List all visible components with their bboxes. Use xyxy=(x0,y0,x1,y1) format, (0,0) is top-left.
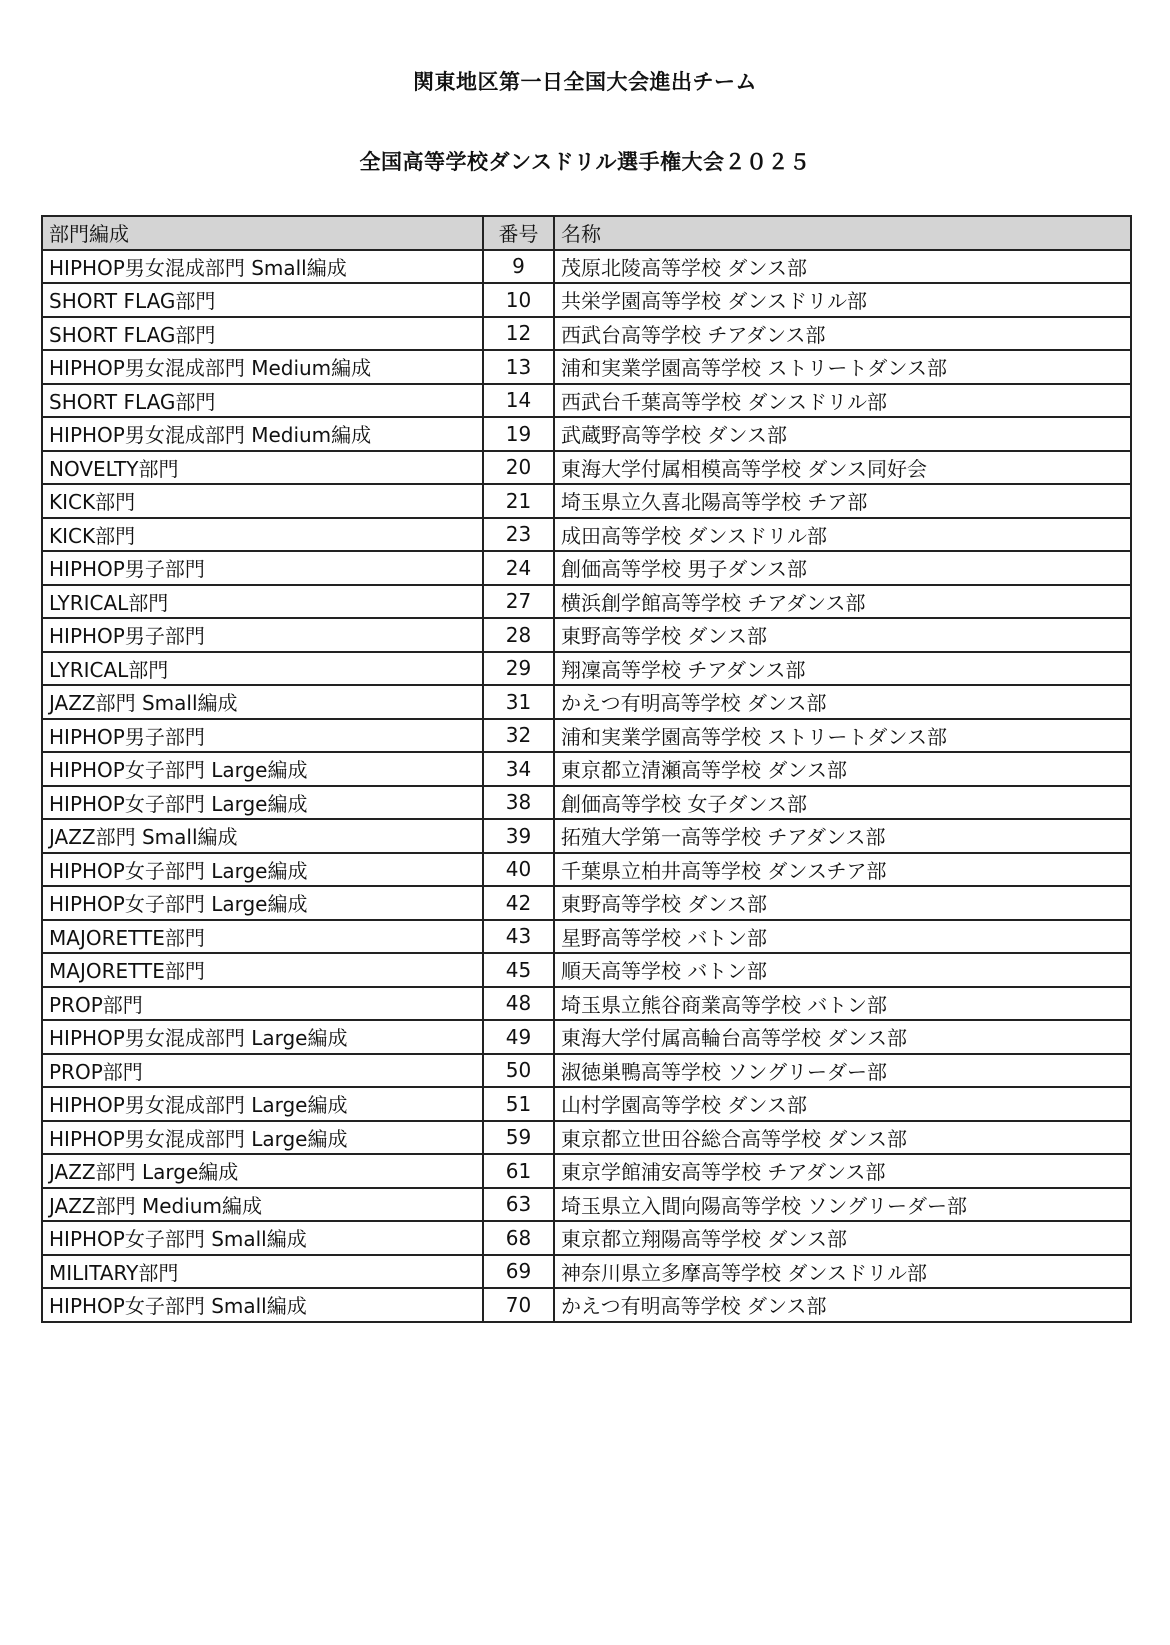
cell-number: 20 xyxy=(483,451,554,485)
cell-division: HIPHOP男子部門 xyxy=(42,551,483,585)
cell-name: 西武台高等学校 チアダンス部 xyxy=(554,317,1131,351)
cell-number: 51 xyxy=(483,1087,554,1121)
cell-division: HIPHOP男女混成部門 Large編成 xyxy=(42,1087,483,1121)
cell-number: 59 xyxy=(483,1121,554,1155)
cell-number: 39 xyxy=(483,819,554,853)
cell-number: 61 xyxy=(483,1154,554,1188)
cell-number: 13 xyxy=(483,350,554,384)
table-row xyxy=(42,1121,1131,1155)
cell-division: SHORT FLAG部門 xyxy=(42,384,483,418)
cell-division: HIPHOP女子部門 Small編成 xyxy=(42,1221,483,1255)
cell-name: 東京都立清瀬高等学校 ダンス部 xyxy=(554,752,1131,786)
header-division: 部門編成 xyxy=(42,216,483,250)
cell-division: JAZZ部門 Medium編成 xyxy=(42,1188,483,1222)
cell-name: 浦和実業学園高等学校 ストリートダンス部 xyxy=(554,719,1131,753)
cell-number: 45 xyxy=(483,953,554,987)
cell-division: MAJORETTE部門 xyxy=(42,953,483,987)
table-row xyxy=(42,451,1131,485)
table-row xyxy=(42,518,1131,552)
table-row xyxy=(42,1020,1131,1054)
cell-number: 12 xyxy=(483,317,554,351)
cell-name: 浦和実業学園高等学校 ストリートダンス部 xyxy=(554,350,1131,384)
cell-number: 14 xyxy=(483,384,554,418)
cell-name: 埼玉県立入間向陽高等学校 ソングリーダー部 xyxy=(554,1188,1131,1222)
cell-division: HIPHOP女子部門 Large編成 xyxy=(42,886,483,920)
cell-name: 拓殖大学第一高等学校 チアダンス部 xyxy=(554,819,1131,853)
cell-name: 武蔵野高等学校 ダンス部 xyxy=(554,417,1131,451)
header-number: 番号 xyxy=(483,216,554,250)
cell-division: HIPHOP女子部門 Small編成 xyxy=(42,1288,483,1322)
cell-division: SHORT FLAG部門 xyxy=(42,283,483,317)
cell-number: 27 xyxy=(483,585,554,619)
cell-number: 10 xyxy=(483,283,554,317)
table-row xyxy=(42,1288,1131,1322)
table-header xyxy=(42,216,1131,250)
table-row xyxy=(42,1087,1131,1121)
table-row xyxy=(42,886,1131,920)
table-row xyxy=(42,987,1131,1021)
cell-number: 32 xyxy=(483,719,554,753)
cell-number: 42 xyxy=(483,886,554,920)
table-row xyxy=(42,719,1131,753)
header-name: 名称 xyxy=(554,216,1131,250)
cell-division: JAZZ部門 Small編成 xyxy=(42,685,483,719)
cell-number: 28 xyxy=(483,618,554,652)
cell-number: 69 xyxy=(483,1255,554,1289)
cell-division: PROP部門 xyxy=(42,987,483,1021)
cell-number: 38 xyxy=(483,786,554,820)
cell-name: 創価高等学校 男子ダンス部 xyxy=(554,551,1131,585)
cell-name: 創価高等学校 女子ダンス部 xyxy=(554,786,1131,820)
cell-name: 東京都立翔陽高等学校 ダンス部 xyxy=(554,1221,1131,1255)
cell-name: 成田高等学校 ダンスドリル部 xyxy=(554,518,1131,552)
cell-number: 23 xyxy=(483,518,554,552)
cell-name: 横浜創学館高等学校 チアダンス部 xyxy=(554,585,1131,619)
cell-number: 48 xyxy=(483,987,554,1021)
cell-name: かえつ有明高等学校 ダンス部 xyxy=(554,1288,1131,1322)
cell-division: HIPHOP男子部門 xyxy=(42,618,483,652)
cell-division: HIPHOP女子部門 Large編成 xyxy=(42,786,483,820)
table-row xyxy=(42,1054,1131,1088)
cell-division: HIPHOP女子部門 Large編成 xyxy=(42,853,483,887)
cell-name: 西武台千葉高等学校 ダンスドリル部 xyxy=(554,384,1131,418)
table-row xyxy=(42,752,1131,786)
table-row xyxy=(42,920,1131,954)
table-row xyxy=(42,1255,1131,1289)
cell-division: HIPHOP男女混成部門 Small編成 xyxy=(42,250,483,284)
cell-division: NOVELTY部門 xyxy=(42,451,483,485)
cell-division: SHORT FLAG部門 xyxy=(42,317,483,351)
cell-number: 50 xyxy=(483,1054,554,1088)
cell-name: 淑徳巣鴨高等学校 ソングリーダー部 xyxy=(554,1054,1131,1088)
cell-division: HIPHOP男女混成部門 Large編成 xyxy=(42,1020,483,1054)
table-row xyxy=(42,250,1131,284)
cell-name: 埼玉県立熊谷商業高等学校 バトン部 xyxy=(554,987,1131,1021)
cell-name: 千葉県立柏井高等学校 ダンスチア部 xyxy=(554,853,1131,887)
table-row xyxy=(42,384,1131,418)
cell-number: 24 xyxy=(483,551,554,585)
table-row xyxy=(42,1188,1131,1222)
page-subtitle: 全国高等学校ダンスドリル選手権大会２０２５ xyxy=(359,150,811,174)
cell-division: MAJORETTE部門 xyxy=(42,920,483,954)
cell-name: 星野高等学校 バトン部 xyxy=(554,920,1131,954)
cell-number: 63 xyxy=(483,1188,554,1222)
cell-name: 東京学館浦安高等学校 チアダンス部 xyxy=(554,1154,1131,1188)
table-row xyxy=(42,551,1131,585)
cell-number: 21 xyxy=(483,484,554,518)
cell-number: 31 xyxy=(483,685,554,719)
table-row xyxy=(42,685,1131,719)
table-row xyxy=(42,953,1131,987)
table-row xyxy=(42,585,1131,619)
table-row xyxy=(42,618,1131,652)
cell-name: 東京都立世田谷総合高等学校 ダンス部 xyxy=(554,1121,1131,1155)
table-row xyxy=(42,786,1131,820)
cell-number: 19 xyxy=(483,417,554,451)
cell-division: HIPHOP男女混成部門 Medium編成 xyxy=(42,417,483,451)
table-row xyxy=(42,1221,1131,1255)
table-row xyxy=(42,350,1131,384)
cell-name: 東野高等学校 ダンス部 xyxy=(554,886,1131,920)
table-row xyxy=(42,484,1131,518)
cell-number: 9 xyxy=(483,250,554,284)
cell-division: JAZZ部門 Small編成 xyxy=(42,819,483,853)
cell-number: 29 xyxy=(483,652,554,686)
cell-number: 49 xyxy=(483,1020,554,1054)
cell-name: 東海大学付属相模高等学校 ダンス同好会 xyxy=(554,451,1131,485)
cell-name: 東海大学付属高輪台高等学校 ダンス部 xyxy=(554,1020,1131,1054)
cell-name: 順天高等学校 バトン部 xyxy=(554,953,1131,987)
cell-division: JAZZ部門 Large編成 xyxy=(42,1154,483,1188)
cell-name: 山村学園高等学校 ダンス部 xyxy=(554,1087,1131,1121)
cell-name: 神奈川県立多摩高等学校 ダンスドリル部 xyxy=(554,1255,1131,1289)
cell-name: 東野高等学校 ダンス部 xyxy=(554,618,1131,652)
table-row xyxy=(42,1154,1131,1188)
cell-name: 翔凜高等学校 チアダンス部 xyxy=(554,652,1131,686)
cell-number: 68 xyxy=(483,1221,554,1255)
cell-number: 70 xyxy=(483,1288,554,1322)
cell-division: LYRICAL部門 xyxy=(42,585,483,619)
table-row xyxy=(42,417,1131,451)
cell-name: 共栄学園高等学校 ダンスドリル部 xyxy=(554,283,1131,317)
results-table xyxy=(41,215,1132,1323)
cell-division: PROP部門 xyxy=(42,1054,483,1088)
cell-division: KICK部門 xyxy=(42,484,483,518)
cell-division: KICK部門 xyxy=(42,518,483,552)
table-row xyxy=(42,317,1131,351)
table-row xyxy=(42,853,1131,887)
page-title: 関東地区第一日全国大会進出チーム xyxy=(413,70,757,94)
cell-number: 34 xyxy=(483,752,554,786)
cell-division: LYRICAL部門 xyxy=(42,652,483,686)
header-row xyxy=(42,216,1131,250)
table-row xyxy=(42,283,1131,317)
table-body xyxy=(42,250,1131,1322)
cell-division: MILITARY部門 xyxy=(42,1255,483,1289)
cell-name: かえつ有明高等学校 ダンス部 xyxy=(554,685,1131,719)
cell-division: HIPHOP男女混成部門 Large編成 xyxy=(42,1121,483,1155)
cell-division: HIPHOP男子部門 xyxy=(42,719,483,753)
cell-division: HIPHOP女子部門 Large編成 xyxy=(42,752,483,786)
table-row xyxy=(42,652,1131,686)
cell-division: HIPHOP男女混成部門 Medium編成 xyxy=(42,350,483,384)
cell-name: 埼玉県立久喜北陽高等学校 チア部 xyxy=(554,484,1131,518)
cell-number: 43 xyxy=(483,920,554,954)
cell-name: 茂原北陵高等学校 ダンス部 xyxy=(554,250,1131,284)
cell-number: 40 xyxy=(483,853,554,887)
table-row xyxy=(42,819,1131,853)
